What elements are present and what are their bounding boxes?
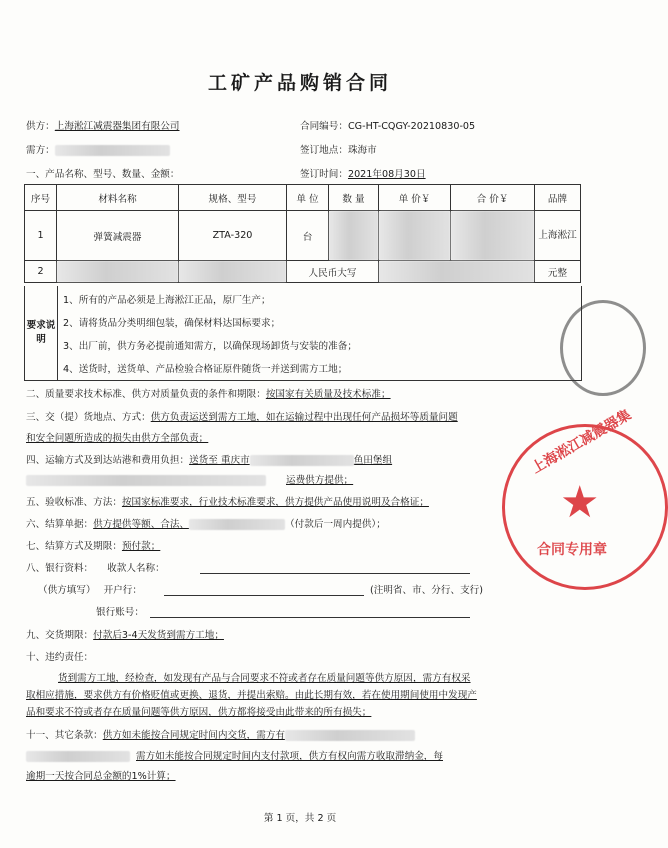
contract-no-row <box>300 118 475 132</box>
col-header-spec: 规格、型号 <box>179 185 287 211</box>
clause-10-text: 货到需方工地，经检查，如发现有产品与合同要求不符或者存在质量问题等供方原因，需方有权采 <box>58 673 471 684</box>
requirement-line: 1、所有的产品必须是上海淞江正品，原厂生产； <box>63 295 271 306</box>
clause-6-label: 六、结算单据： <box>26 519 94 530</box>
row2-rmb-value <box>379 261 535 283</box>
clause-8-bank-row <box>38 582 142 596</box>
row2-end: 元整 <box>535 261 581 283</box>
clause-8-bank-label: 开户行： <box>103 585 142 596</box>
sign-time: 2021年08月30日 <box>347 169 426 180</box>
clause-4-tail: 鱼田堡组 <box>353 455 393 466</box>
requirement-line: 3、出厂前，供方务必提前通知需方，以确保现场卸货与安装的准备； <box>63 341 357 352</box>
clause-11-text: 供方如未能按合同规定时间内交货，需方有 <box>102 730 286 741</box>
star-icon: ★ <box>560 477 600 528</box>
clause-4-label: 四、运输方式及到达站港和费用负担： <box>26 455 190 466</box>
clause-6 <box>26 516 386 530</box>
clause-5 <box>26 494 429 508</box>
sign-place-label: 签订地点： <box>300 145 348 156</box>
supplier-row <box>26 118 180 132</box>
partial-stamp <box>560 300 646 396</box>
requirements-box <box>24 286 582 381</box>
clause-6-tail: （付款后一周内提供）； <box>285 519 386 530</box>
clause-6-value: 供方提供等额、合法、 <box>93 519 190 530</box>
clause-3-label: 三、交（提）货地点、方式： <box>26 412 151 423</box>
row2-name <box>57 261 179 283</box>
row1-no: 1 <box>25 211 57 261</box>
document-title: 工矿产品购销合同 <box>207 72 392 94</box>
row1-price <box>379 211 451 261</box>
col-header-unit: 单 位 <box>287 185 329 211</box>
clause-3 <box>26 409 458 423</box>
clause-10-label: 十、违约责任： <box>26 652 94 663</box>
clause-8-fill-note: （供方填写） <box>38 585 96 596</box>
row2-no: 2 <box>25 261 57 283</box>
seal-text-top: 上海淞江减震器集 <box>529 406 634 477</box>
account-underline <box>150 617 470 618</box>
supplier-label: 供方： <box>26 121 55 132</box>
row1-total <box>451 211 535 261</box>
row2-rmb-label: 人民币大写 <box>287 261 379 283</box>
contract-no-label: 合同编号： <box>300 121 348 132</box>
clause-2 <box>26 386 391 400</box>
row2-spec <box>179 261 287 283</box>
sign-time-row <box>300 166 426 180</box>
company-seal <box>502 406 668 590</box>
buyer-name <box>55 145 170 156</box>
row1-name: 弹簧减震器 <box>57 211 179 261</box>
clause-7-value: 预付款； <box>121 541 161 552</box>
items-table <box>24 184 581 283</box>
requirements-label: 要求说明 <box>25 286 58 380</box>
sign-time-label: 签订时间： <box>300 169 348 180</box>
clause-11-text: 需方如未能按合同规定时间内支付款项，供方有权向需方收取滞纳金，每 <box>136 751 443 762</box>
clause-2-label: 二、质量要求技术标准、供方对质量负责的条件和期限： <box>26 389 266 400</box>
row1-spec: ZTA-320 <box>179 211 287 261</box>
clause-3-value: 供方负责运送到需方工地，如在运输过程中出现任何产品损坏等质量问题 <box>150 412 458 423</box>
buyer-label: 需方： <box>26 145 55 156</box>
clause-11-text: 逾期一天按合同总金额的1%计算； <box>26 771 176 782</box>
clause-11-cont <box>26 748 443 762</box>
section1-heading: 一、产品名称、型号、数量、金额： <box>26 169 180 180</box>
page-footer: 第 1 页，共 2 页 <box>263 813 337 824</box>
col-header-name: 材料名称 <box>57 185 179 211</box>
requirement-line: 2、请将货品分类明细包装，确保材料达国标要求； <box>63 318 281 329</box>
col-header-total: 合 价￥ <box>451 185 535 211</box>
buyer-row <box>26 142 170 156</box>
sign-place-row <box>300 142 377 156</box>
clause-4-value: 送货至 重庆市 <box>189 455 250 466</box>
clause-3-cont: 和安全问题所造成的损失由供方全部负责； <box>26 433 209 444</box>
requirement-line: 4、送货时，送货单、产品检验合格证原件随货一并送到需方工地； <box>63 364 348 375</box>
table-header-row <box>25 185 581 211</box>
table-row <box>25 261 581 283</box>
clause-10-text: 取相应措施，要求供方有价格贬值或更换、退货，并提出索赔。由此长期有效，若在使用期间使用中发现产 <box>26 690 477 701</box>
clause-7 <box>26 538 160 552</box>
supplier-name: 上海淞江减震器集团有限公司 <box>54 121 180 132</box>
col-header-price: 单 价￥ <box>379 185 451 211</box>
table-row <box>25 211 581 261</box>
clause-8-bank-note: (注明省、市、分行、支行) <box>370 585 484 596</box>
col-header-brand: 品牌 <box>535 185 581 211</box>
clause-5-label: 五、验收标准、方法： <box>26 497 122 508</box>
col-header-qty: 数 量 <box>329 185 379 211</box>
clause-11 <box>26 727 415 741</box>
contract-no: CG-HT-CQGY-20210830-05 <box>347 121 476 132</box>
row1-brand: 上海淞江 <box>535 211 581 261</box>
clause-8-account-label: 银行账号： <box>96 607 144 618</box>
col-header-no: 序号 <box>25 185 57 211</box>
sign-place: 珠海市 <box>347 145 377 156</box>
clause-4-cont-tail: 运费供方提供； <box>286 475 354 486</box>
seal-text-bottom: 合同专用章 <box>537 542 607 558</box>
clause-5-value: 按国家标准要求，行业技术标准要求，供方提供产品使用说明及合格证； <box>121 497 429 508</box>
clause-11-label: 十一、其它条款： <box>26 730 103 741</box>
clause-10-text: 品和要求不符或者存在质量问题等供方原因，供方都将接受由此带来的所有损失； <box>26 707 372 718</box>
row1-qty <box>329 211 379 261</box>
clause-7-label: 七、结算方式及期限： <box>26 541 122 552</box>
clause-9 <box>26 627 224 641</box>
clause-8-payee-label: 收款人名称： <box>107 563 165 574</box>
clause-9-label: 九、交货期限： <box>26 630 94 641</box>
payee-underline <box>200 573 470 574</box>
clause-2-value: 按国家有关质量及技术标准； <box>265 389 391 400</box>
clause-8-label: 八、银行资料： <box>26 563 94 574</box>
bank-underline <box>164 595 364 596</box>
clause-4-cont <box>26 472 353 486</box>
clause-9-value: 付款后3-4天发货到需方工地； <box>93 630 224 641</box>
row1-unit: 台 <box>287 211 329 261</box>
clause-4 <box>26 452 392 466</box>
clause-8 <box>26 560 165 574</box>
